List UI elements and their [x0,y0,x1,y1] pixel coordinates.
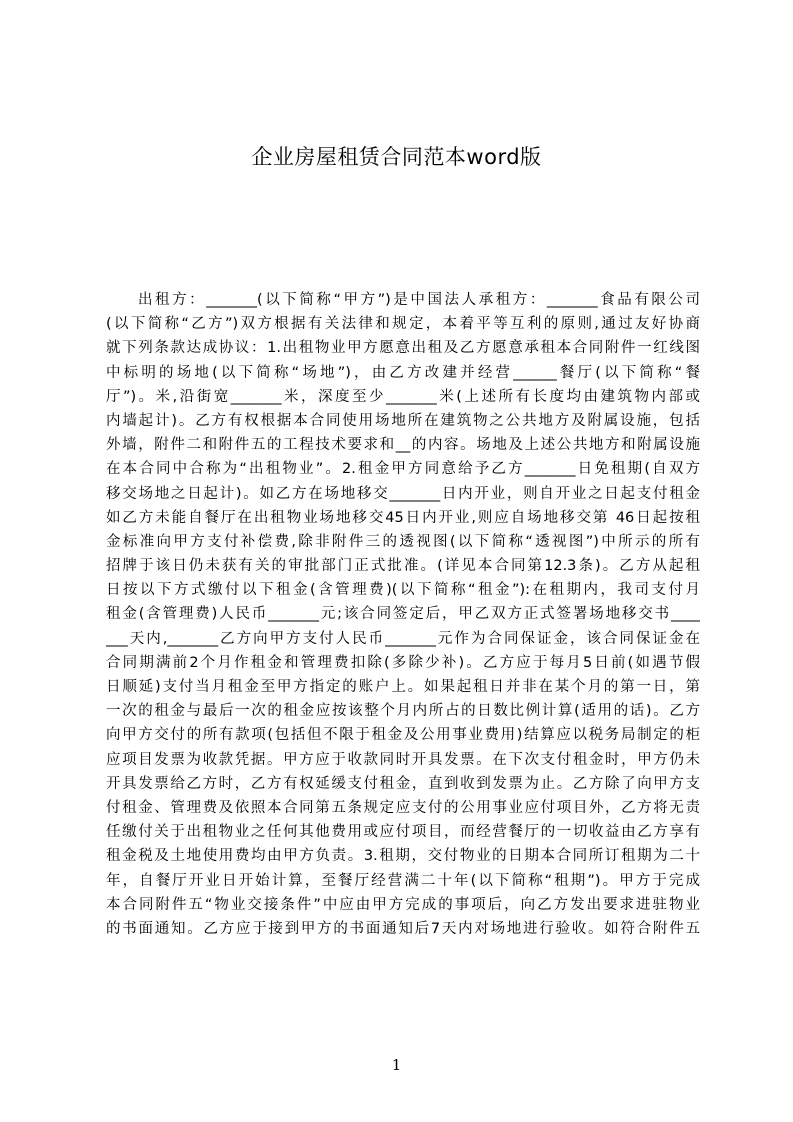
paragraph-line: 本合同附件五“物业交接条件”中应由甲方完成的事项后，向乙方发出要求进驻物业 [106,896,700,913]
paragraph-line: 金标准向甲方支付补偿费,除非附件三的透视图(以下简称“透视图”)中所示的所有 [106,533,700,550]
paragraph-line: 出租方：_______(以下简称“甲方”)是中国法人承租方：_______食品有限公司 [138,292,700,308]
paragraph-line: 一次的租金与最后一次的租金应按该整个月内所占的日数比例计算(适用的话)。乙方 [106,703,700,720]
document-title: 企业房屋租赁合同范本word版 [251,145,542,169]
paragraph-line: (以下简称“乙方”)双方根据有关法律和规定，本着平等互利的原则,通过友好协商 [106,316,700,333]
paragraph-line: 厅”)。米,沿街宽_______米，深度至少_______米(上述所有长度均由建筑物内部或 [106,388,700,405]
paragraph-line: 租金税及土地使用费均由甲方负责。3.租期，交付物业的日期本合同所订租期为二十 [106,848,700,865]
paragraph-line: 向甲方交付的所有款项(包括但不限于租金及公用事业费用)结算应以税务局制定的柜 [106,727,700,744]
paragraph-line: 招牌于该日仍未获有关的审批部门正式批准。(详见本合同第12.3条)。乙方从起租 [106,558,700,575]
page-number: 1 [391,1056,402,1074]
paragraph-line: ___天内,_______乙方向甲方支付人民币_______元作为合同保证金，该合同保证金在 [106,630,700,647]
paragraph-line: 合同期满前2个月作租金和管理费扣除(多除少补)。乙方应于每月5日前(如遇节假 [106,654,700,671]
contract-body-paragraph [106,288,700,941]
paragraph-line: 开具发票给乙方时，乙方有权延缓支付租金，直到收到发票为止。乙方除了向甲方支 [106,775,700,792]
paragraph-line: 付租金、管理费及依照本合同第五条规定应支付的公用事业应付项目外，乙方将无责 [106,799,700,816]
paragraph-line: 内墙起计)。乙方有权根据本合同使用场地所在建筑物之公共地方及附属设施，包括 [106,412,700,429]
paragraph-line: 租金(含管理费)人民币_______元;该合同签定后，甲乙双方正式签署场地移交书____ [106,606,700,623]
paragraph-line: 在本合同中合称为“出租物业”。2.租金甲方同意给予乙方_______日免租期(自双方 [106,461,700,478]
paragraph-line: 如乙方未能自餐厅在出租物业场地移交45日内开业,则应自场地移交第 46日起按租 [106,509,700,526]
paragraph-line: 中标明的场地(以下简称“场地”)，由乙方改建并经营______餐厅(以下简称“餐 [106,364,700,381]
paragraph-line: 就下列条款达成协议：1.出租物业甲方愿意出租及乙方愿意承租本合同附件一红线图 [106,340,700,357]
paragraph-line: 的书面通知。乙方应于接到甲方的书面通知后7天内对场地进行验收。如符合附件五 [106,920,700,937]
paragraph-line: 年，自餐厅开业日开始计算，至餐厅经营满二十年(以下简称“租期”)。甲方于完成 [106,872,700,889]
paragraph-line: 日按以下方式缴付以下租金(含管理费)(以下简称“租金”):在租期内，我司支付月 [106,582,700,599]
paragraph-line: 应项目发票为收款凭据。甲方应于收款同时开具发票。在下次支付租金时，甲方仍未 [106,751,700,768]
paragraph-line: 移交场地之日起计)。如乙方在场地移交_______日内开业，则自开业之日起支付租金 [106,485,700,502]
paragraph-line: 外墙，附件二和附件五的工程技术要求和__的内容。场地及上述公共地方和附属设施 [106,437,700,454]
paragraph-line: 任缴付关于出租物业之任何其他费用或应付项目，而经营餐厅的一切收益由乙方享有 [106,824,700,841]
paragraph-line: 日顺延)支付当月租金至甲方指定的账户上。如果起租日并非在某个月的第一日，第 [106,679,700,695]
